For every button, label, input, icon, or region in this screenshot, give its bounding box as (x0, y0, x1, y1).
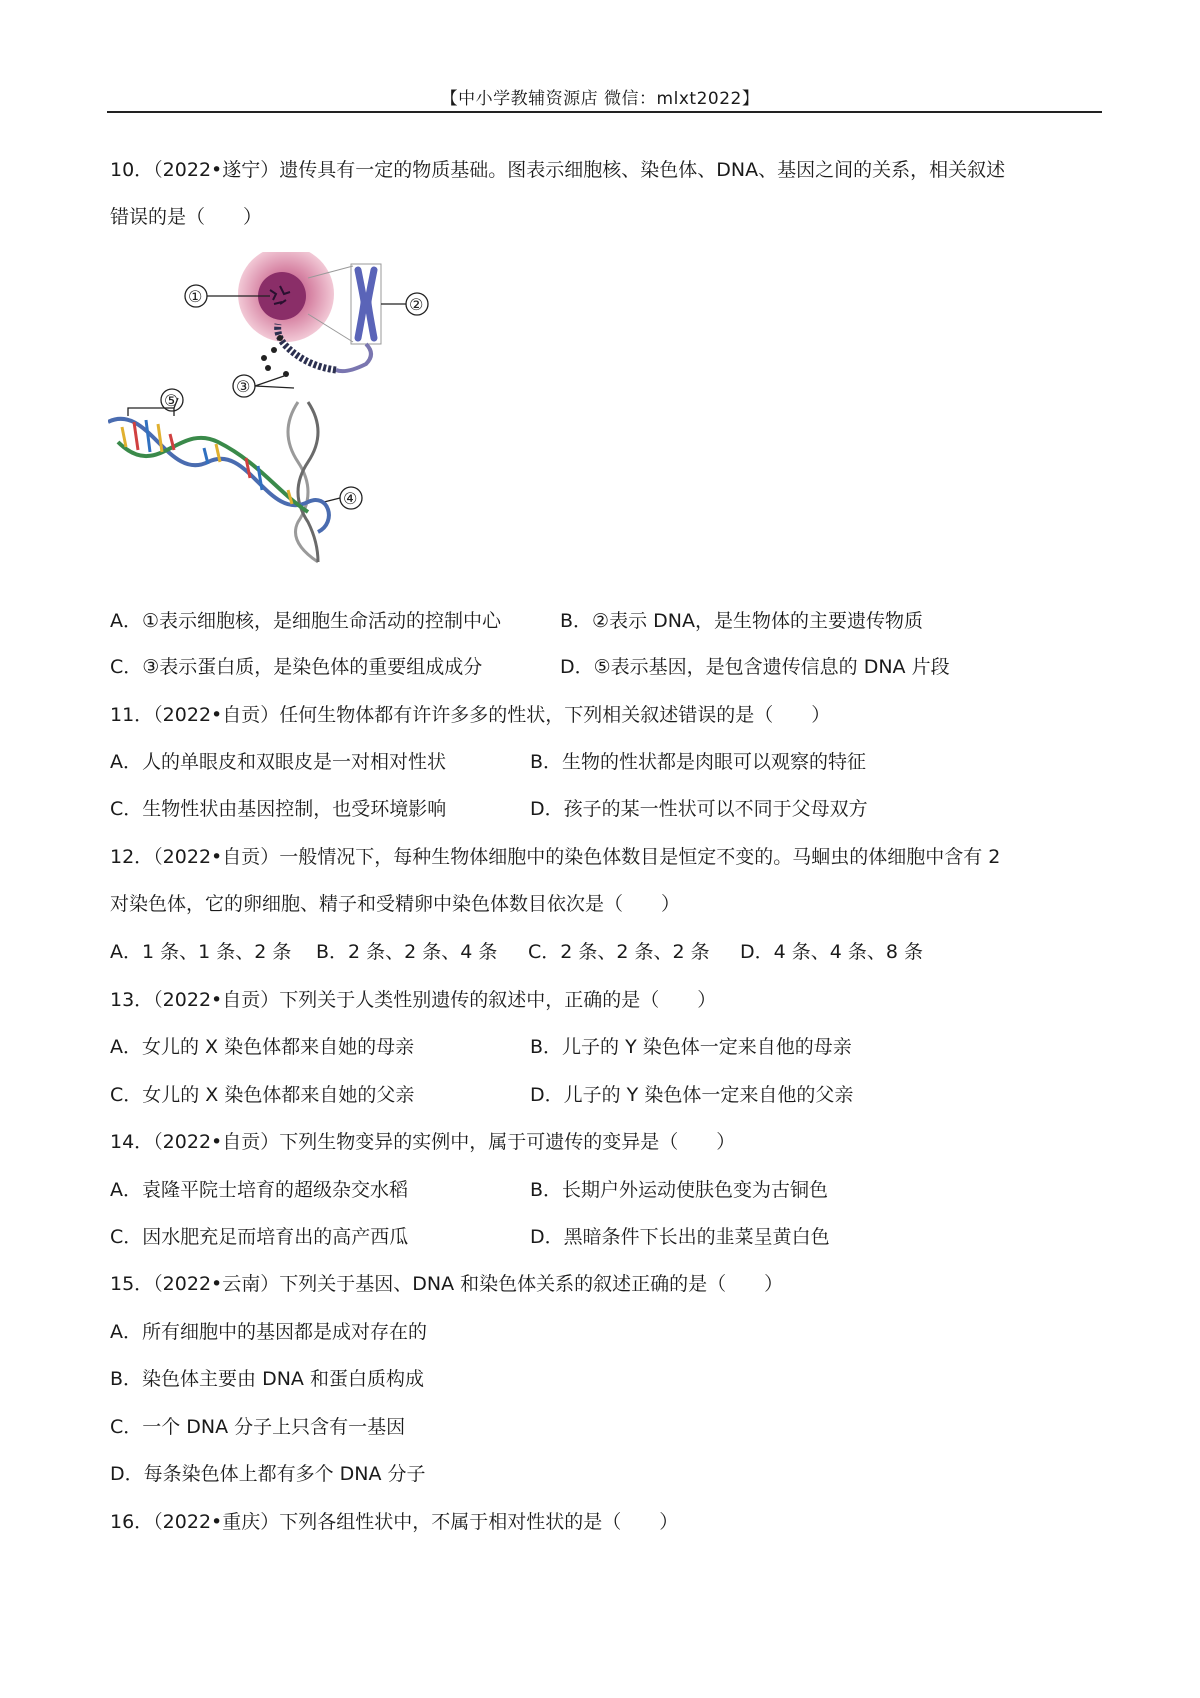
question-12-option-d: D．4 条、4 条、8 条 (740, 941, 924, 963)
question-11-option-b: B．生物的性状都是肉眼可以观察的特征 (530, 751, 867, 773)
question-14-option-a: A．袁隆平院士培育的超级杂交水稻 (110, 1179, 408, 1201)
question-12-option-c: C．2 条、2 条、2 条 (528, 941, 710, 963)
header-rule (107, 111, 1102, 113)
chromosome-illustration (358, 270, 374, 338)
question-11-option-c: C．生物性状由基因控制，也受环境影响 (110, 798, 447, 820)
question-11-option-a: A．人的单眼皮和双眼皮是一对相对性状 (110, 751, 446, 773)
figure-label-3: ③ (236, 377, 251, 396)
figure-label-1: ① (188, 287, 203, 306)
question-14-option-d: D．黑暗条件下长出的韭菜呈黄白色 (530, 1226, 830, 1248)
question-10-option-c: C．③表示蛋白质，是染色体的重要组成成分 (110, 656, 483, 678)
question-12-option-a: A．1 条、1 条、2 条 (110, 941, 292, 963)
figure-label-5: ⑤ (164, 391, 179, 410)
question-12-option-b: B．2 条、2 条、4 条 (316, 941, 498, 963)
question-12-stem-line-1: 12．（2022•自贡）一般情况下，每种生物体细胞中的染色体数目是恒定不变的。马蛔虫的体细胞中含有 2 (110, 846, 1001, 868)
question-13-option-b: B．儿子的 Y 染色体一定来自他的母亲 (530, 1036, 852, 1058)
question-13-option-d: D．儿子的 Y 染色体一定来自他的父亲 (530, 1084, 854, 1106)
question-11-option-d: D．孩子的某一性状可以不同于父母双方 (530, 798, 868, 820)
question-12-stem-line-2: 对染色体，它的卵细胞、精子和受精卵中染色体数目依次是（ ） (110, 893, 681, 915)
question-10-stem-line-2: 错误的是（ ） (110, 206, 263, 228)
figure-label-2: ② (409, 295, 424, 314)
question-16-stem: 16．（2022•重庆）下列各组性状中，不属于相对性状的是（ ） (110, 1511, 679, 1533)
question-15-option-a: A．所有细胞中的基因都是成对存在的 (110, 1321, 427, 1343)
figure-label-4: ④ (343, 489, 358, 508)
question-13-stem: 13．（2022•自贡）下列关于人类性别遗传的叙述中，正确的是（ ） (110, 989, 717, 1011)
question-15-stem: 15．（2022•云南）下列关于基因、DNA 和染色体关系的叙述正确的是（ ） (110, 1273, 784, 1295)
question-13-option-c: C．女儿的 X 染色体都来自她的父亲 (110, 1084, 415, 1106)
question-10-option-d: D．⑤表示基因，是包含遗传信息的 DNA 片段 (560, 656, 950, 678)
question-11-stem: 11．（2022•自贡）任何生物体都有许许多多的性状，下列相关叙述错误的是（ ） (110, 704, 831, 726)
question-14-stem: 14．（2022•自贡）下列生物变异的实例中，属于可遗传的变异是（ ） (110, 1131, 736, 1153)
cell-nucleus-chromosome-dna-figure (108, 252, 468, 582)
question-14-option-c: C．因水肥充足而培育出的高产西瓜 (110, 1226, 409, 1248)
question-15-option-c: C．一个 DNA 分子上只含有一基因 (110, 1416, 406, 1438)
question-15-option-b: B．染色体主要由 DNA 和蛋白质构成 (110, 1368, 424, 1390)
question-10-option-a: A．①表示细胞核，是细胞生命活动的控制中心 (110, 610, 502, 632)
question-14-option-b: B．长期户外运动使肤色变为古铜色 (530, 1179, 829, 1201)
question-10-option-b: B．②表示 DNA，是生物体的主要遗传物质 (560, 610, 923, 632)
page-header: 【中小学教辅资源店 微信：mlxt2022】 (440, 89, 760, 109)
question-13-option-a: A．女儿的 X 染色体都来自她的母亲 (110, 1036, 415, 1058)
dna-double-helix-illustration (108, 419, 329, 532)
question-10-stem-line-1: 10．（2022•遂宁）遗传具有一定的物质基础。图表示细胞核、染色体、DNA、基因之间的关系，相关叙述 (110, 159, 1006, 181)
question-15-option-d: D．每条染色体上都有多个 DNA 分子 (110, 1463, 426, 1485)
